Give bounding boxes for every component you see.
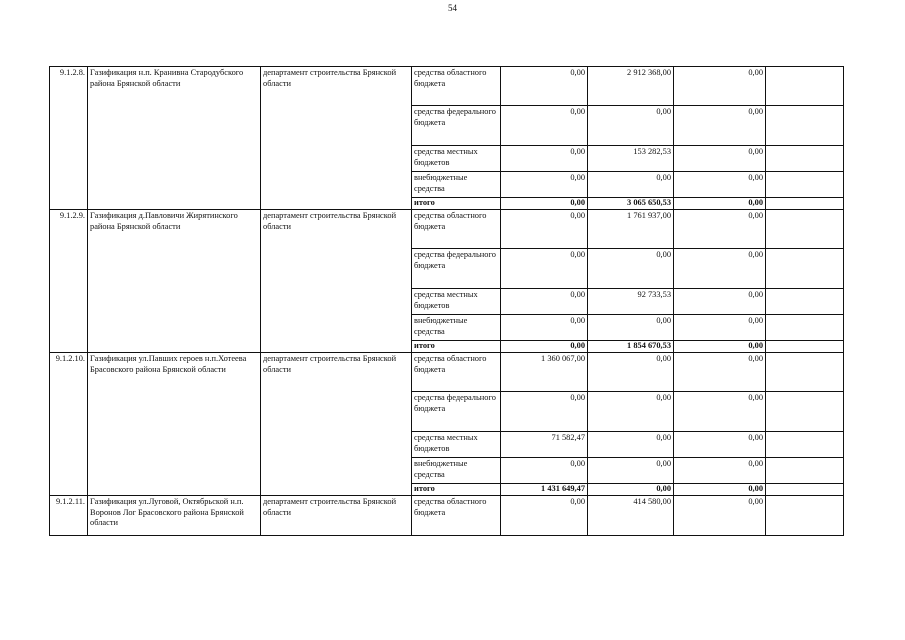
amount-cell: 0,00 (674, 432, 766, 458)
item-number-cell: 9.1.2.11. (50, 496, 88, 536)
funding-source-cell: внебюджетные средства (412, 172, 501, 198)
empty-cell (766, 353, 844, 392)
amount-cell: 414 580,00 (588, 496, 674, 536)
empty-cell (766, 106, 844, 146)
amount-cell: 153 282,53 (588, 146, 674, 172)
funding-source-cell: средства областного бюджета (412, 67, 501, 106)
amount-cell: 0,00 (588, 353, 674, 392)
department-cell: департамент строительства Брянской области (261, 496, 412, 536)
amount-cell: 0,00 (588, 106, 674, 146)
funding-source-cell: средства областного бюджета (412, 496, 501, 536)
project-name-cell: Газификация ул.Павших героев н.п.Хотеева Брасовского района Брянской области (88, 353, 261, 496)
department-cell: департамент строительства Брянской области (261, 210, 412, 353)
table-row (50, 353, 844, 392)
amount-cell: 2 912 368,00 (588, 67, 674, 106)
amount-cell: 3 065 650,53 (588, 198, 674, 210)
amount-cell: 0,00 (501, 458, 588, 484)
funding-source-cell: средства федерального бюджета (412, 249, 501, 289)
amount-cell: 1 761 937,00 (588, 210, 674, 249)
amount-cell: 0,00 (674, 249, 766, 289)
amount-cell: 0,00 (588, 249, 674, 289)
department-cell: департамент строительства Брянской области (261, 353, 412, 496)
table-row (50, 210, 844, 249)
funding-source-cell: внебюджетные средства (412, 315, 501, 341)
empty-cell (766, 289, 844, 315)
funding-source-cell: средства областного бюджета (412, 353, 501, 392)
amount-cell: 0,00 (501, 198, 588, 210)
funding-source-cell: итого (412, 198, 501, 210)
amount-cell: 0,00 (501, 106, 588, 146)
empty-cell (766, 315, 844, 341)
amount-cell: 0,00 (674, 67, 766, 106)
amount-cell: 0,00 (674, 315, 766, 341)
amount-cell: 0,00 (501, 146, 588, 172)
empty-cell (766, 146, 844, 172)
empty-cell (766, 172, 844, 198)
empty-cell (766, 67, 844, 106)
empty-cell (766, 432, 844, 458)
amount-cell: 0,00 (501, 341, 588, 353)
amount-cell: 0,00 (674, 341, 766, 353)
amount-cell: 0,00 (501, 249, 588, 289)
amount-cell: 1 854 670,53 (588, 341, 674, 353)
funding-source-cell: средства областного бюджета (412, 210, 501, 249)
item-number-cell: 9.1.2.10. (50, 353, 88, 496)
amount-cell: 0,00 (588, 432, 674, 458)
amount-cell: 0,00 (588, 315, 674, 341)
amount-cell: 1 431 649,47 (501, 484, 588, 496)
funding-source-cell: итого (412, 341, 501, 353)
budget-table-body (50, 67, 844, 536)
funding-source-cell: итого (412, 484, 501, 496)
amount-cell: 0,00 (501, 315, 588, 341)
amount-cell: 0,00 (501, 496, 588, 536)
empty-cell (766, 484, 844, 496)
amount-cell: 0,00 (501, 210, 588, 249)
amount-cell: 0,00 (674, 210, 766, 249)
empty-cell (766, 458, 844, 484)
budget-table (49, 66, 844, 536)
amount-cell: 1 360 067,00 (501, 353, 588, 392)
amount-cell: 0,00 (674, 106, 766, 146)
empty-cell (766, 496, 844, 536)
project-name-cell: Газификация ул.Луговой, Октябрьской н.п. Воронов Лог Брасовского района Брянской области (88, 496, 261, 536)
department-cell: департамент строительства Брянской области (261, 67, 412, 210)
amount-cell: 0,00 (588, 172, 674, 198)
page-number: 54 (448, 3, 457, 13)
item-number-cell: 9.1.2.9. (50, 210, 88, 353)
funding-source-cell: внебюджетные средства (412, 458, 501, 484)
empty-cell (766, 392, 844, 432)
funding-source-cell: средства местных бюджетов (412, 146, 501, 172)
amount-cell: 0,00 (501, 172, 588, 198)
table-row (50, 496, 844, 536)
amount-cell: 0,00 (674, 146, 766, 172)
amount-cell: 0,00 (674, 496, 766, 536)
funding-source-cell: средства местных бюджетов (412, 432, 501, 458)
amount-cell: 92 733,53 (588, 289, 674, 315)
amount-cell: 0,00 (501, 67, 588, 106)
amount-cell: 0,00 (501, 289, 588, 315)
amount-cell: 0,00 (588, 484, 674, 496)
project-name-cell: Газификация н.п. Кранивна Стародубского района Брянской области (88, 67, 261, 210)
amount-cell: 0,00 (501, 392, 588, 432)
empty-cell (766, 198, 844, 210)
funding-source-cell: средства федерального бюджета (412, 106, 501, 146)
amount-cell: 0,00 (674, 198, 766, 210)
amount-cell: 0,00 (674, 172, 766, 198)
item-number-cell: 9.1.2.8. (50, 67, 88, 210)
amount-cell: 0,00 (674, 484, 766, 496)
empty-cell (766, 341, 844, 353)
amount-cell: 0,00 (674, 458, 766, 484)
empty-cell (766, 210, 844, 249)
funding-source-cell: средства федерального бюджета (412, 392, 501, 432)
table-row (50, 67, 844, 106)
amount-cell: 0,00 (674, 289, 766, 315)
project-name-cell: Газификация д.Павловичи Жирятинского района Брянской области (88, 210, 261, 353)
funding-source-cell: средства местных бюджетов (412, 289, 501, 315)
amount-cell: 0,00 (588, 392, 674, 432)
amount-cell: 0,00 (674, 353, 766, 392)
empty-cell (766, 249, 844, 289)
amount-cell: 71 582,47 (501, 432, 588, 458)
amount-cell: 0,00 (674, 392, 766, 432)
amount-cell: 0,00 (588, 458, 674, 484)
